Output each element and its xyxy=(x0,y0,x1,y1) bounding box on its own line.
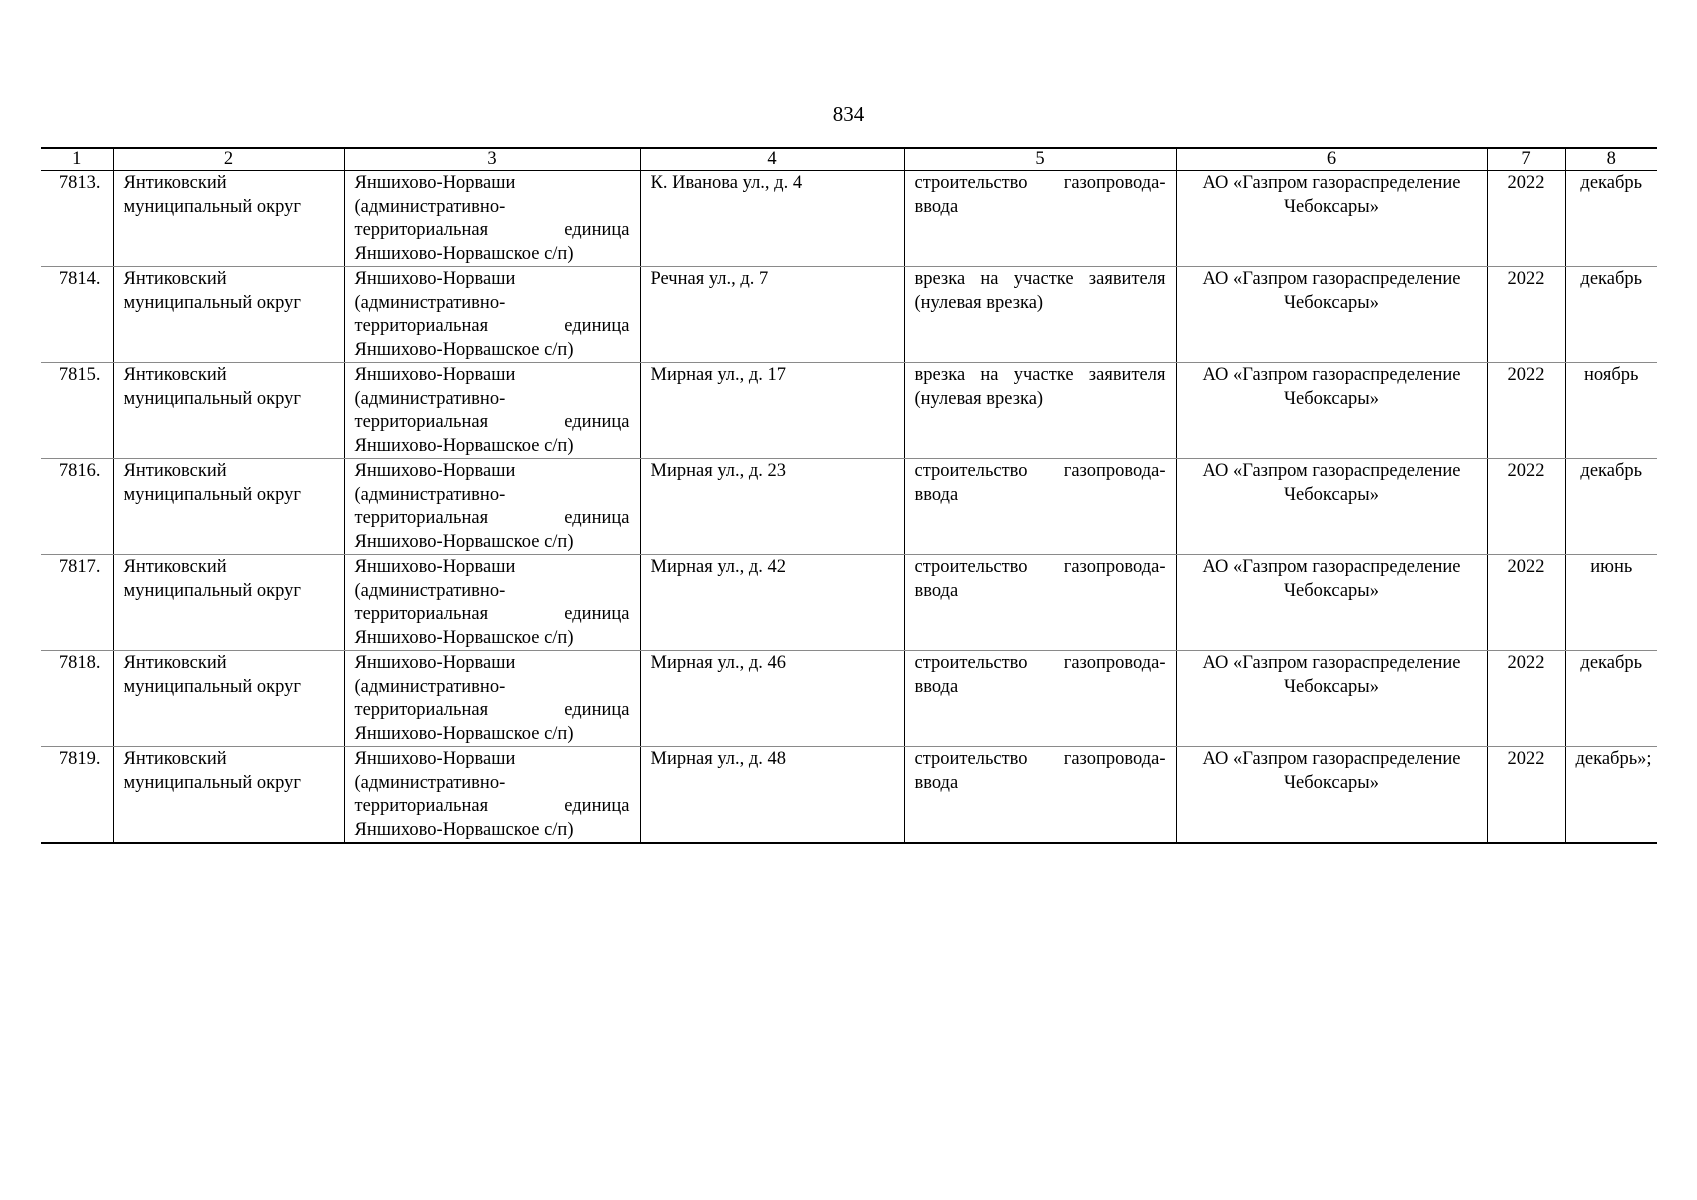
settlement-cell: Яншихово-Норваши (административно-территориальная единица Яншихово-Норвашское с/п) xyxy=(344,363,640,459)
work-type-cell: врезка на участке заявителя (нулевая врезка) xyxy=(904,267,1176,363)
page-number: 834 xyxy=(832,102,865,126)
table-body xyxy=(41,171,1657,844)
column-header-5: 5 xyxy=(904,148,1176,171)
table-row xyxy=(41,459,1657,555)
work-type-cell: врезка на участке заявителя (нулевая врезка) xyxy=(904,363,1176,459)
month-cell: ноябрь xyxy=(1565,363,1657,459)
month-cell: декабрь xyxy=(1565,651,1657,747)
year-cell: 2022 xyxy=(1487,267,1565,363)
settlement-cell: Яншихово-Норваши (административно-территориальная единица Яншихово-Норвашское с/п) xyxy=(344,651,640,747)
organization-cell: АО «Газпром газораспределение Чебоксары» xyxy=(1176,651,1487,747)
year-cell: 2022 xyxy=(1487,651,1565,747)
year-cell: 2022 xyxy=(1487,747,1565,844)
organization-cell: АО «Газпром газораспределение Чебоксары» xyxy=(1176,555,1487,651)
work-type-cell: строительство газопровода-ввода xyxy=(904,459,1176,555)
month-cell: декабрь»; xyxy=(1565,747,1657,844)
column-header-3: 3 xyxy=(344,148,640,171)
address-cell: Речная ул., д. 7 xyxy=(640,267,904,363)
column-header-8: 8 xyxy=(1565,148,1657,171)
settlement-cell: Яншихово-Норваши (административно-территориальная единица Яншихово-Норвашское с/п) xyxy=(344,555,640,651)
district-cell: Янтиковский муниципальный округ xyxy=(113,459,344,555)
row-number-cell: 7814. xyxy=(41,267,113,363)
month-cell: декабрь xyxy=(1565,171,1657,267)
work-type-cell: строительство газопровода-ввода xyxy=(904,747,1176,844)
month-cell: июнь xyxy=(1565,555,1657,651)
work-type-cell: строительство газопровода-ввода xyxy=(904,171,1176,267)
work-type-cell: строительство газопровода-ввода xyxy=(904,651,1176,747)
column-header-7: 7 xyxy=(1487,148,1565,171)
column-header-6: 6 xyxy=(1176,148,1487,171)
district-cell: Янтиковский муниципальный округ xyxy=(113,267,344,363)
column-header-2: 2 xyxy=(113,148,344,171)
row-number-cell: 7819. xyxy=(41,747,113,844)
address-cell: Мирная ул., д. 48 xyxy=(640,747,904,844)
row-number-cell: 7818. xyxy=(41,651,113,747)
row-number-cell: 7816. xyxy=(41,459,113,555)
settlement-cell: Яншихово-Норваши (административно-территориальная единица Яншихово-Норвашское с/п) xyxy=(344,267,640,363)
district-cell: Янтиковский муниципальный округ xyxy=(113,651,344,747)
district-cell: Янтиковский муниципальный округ xyxy=(113,171,344,267)
month-cell: декабрь xyxy=(1565,267,1657,363)
column-header-4: 4 xyxy=(640,148,904,171)
table-row xyxy=(41,747,1657,844)
organization-cell: АО «Газпром газораспределение Чебоксары» xyxy=(1176,747,1487,844)
district-cell: Янтиковский муниципальный округ xyxy=(113,747,344,844)
settlement-cell: Яншихово-Норваши (административно-территориальная единица Яншихово-Норвашское с/п) xyxy=(344,171,640,267)
year-cell: 2022 xyxy=(1487,171,1565,267)
year-cell: 2022 xyxy=(1487,363,1565,459)
table-row xyxy=(41,171,1657,267)
table-row xyxy=(41,363,1657,459)
address-cell: Мирная ул., д. 17 xyxy=(640,363,904,459)
address-cell: Мирная ул., д. 46 xyxy=(640,651,904,747)
organization-cell: АО «Газпром газораспределение Чебоксары» xyxy=(1176,459,1487,555)
column-header-1: 1 xyxy=(41,148,113,171)
address-cell: Мирная ул., д. 23 xyxy=(640,459,904,555)
address-cell: К. Иванова ул., д. 4 xyxy=(640,171,904,267)
row-number-cell: 7813. xyxy=(41,171,113,267)
year-cell: 2022 xyxy=(1487,459,1565,555)
organization-cell: АО «Газпром газораспределение Чебоксары» xyxy=(1176,171,1487,267)
table-header xyxy=(41,148,1657,171)
table-row xyxy=(41,555,1657,651)
settlement-cell: Яншихово-Норваши (административно-территориальная единица Яншихово-Норвашское с/п) xyxy=(344,459,640,555)
row-number-cell: 7815. xyxy=(41,363,113,459)
district-cell: Янтиковский муниципальный округ xyxy=(113,363,344,459)
organization-cell: АО «Газпром газораспределение Чебоксары» xyxy=(1176,363,1487,459)
address-cell: Мирная ул., д. 42 xyxy=(640,555,904,651)
table-row xyxy=(41,267,1657,363)
work-type-cell: строительство газопровода-ввода xyxy=(904,555,1176,651)
register-table xyxy=(41,147,1657,844)
table-row xyxy=(41,651,1657,747)
header-row xyxy=(41,148,1657,171)
organization-cell: АО «Газпром газораспределение Чебоксары» xyxy=(1176,267,1487,363)
year-cell: 2022 xyxy=(1487,555,1565,651)
month-cell: декабрь xyxy=(1565,459,1657,555)
district-cell: Янтиковский муниципальный округ xyxy=(113,555,344,651)
settlement-cell: Яншихово-Норваши (административно-территориальная единица Яншихово-Норвашское с/п) xyxy=(344,747,640,844)
row-number-cell: 7817. xyxy=(41,555,113,651)
